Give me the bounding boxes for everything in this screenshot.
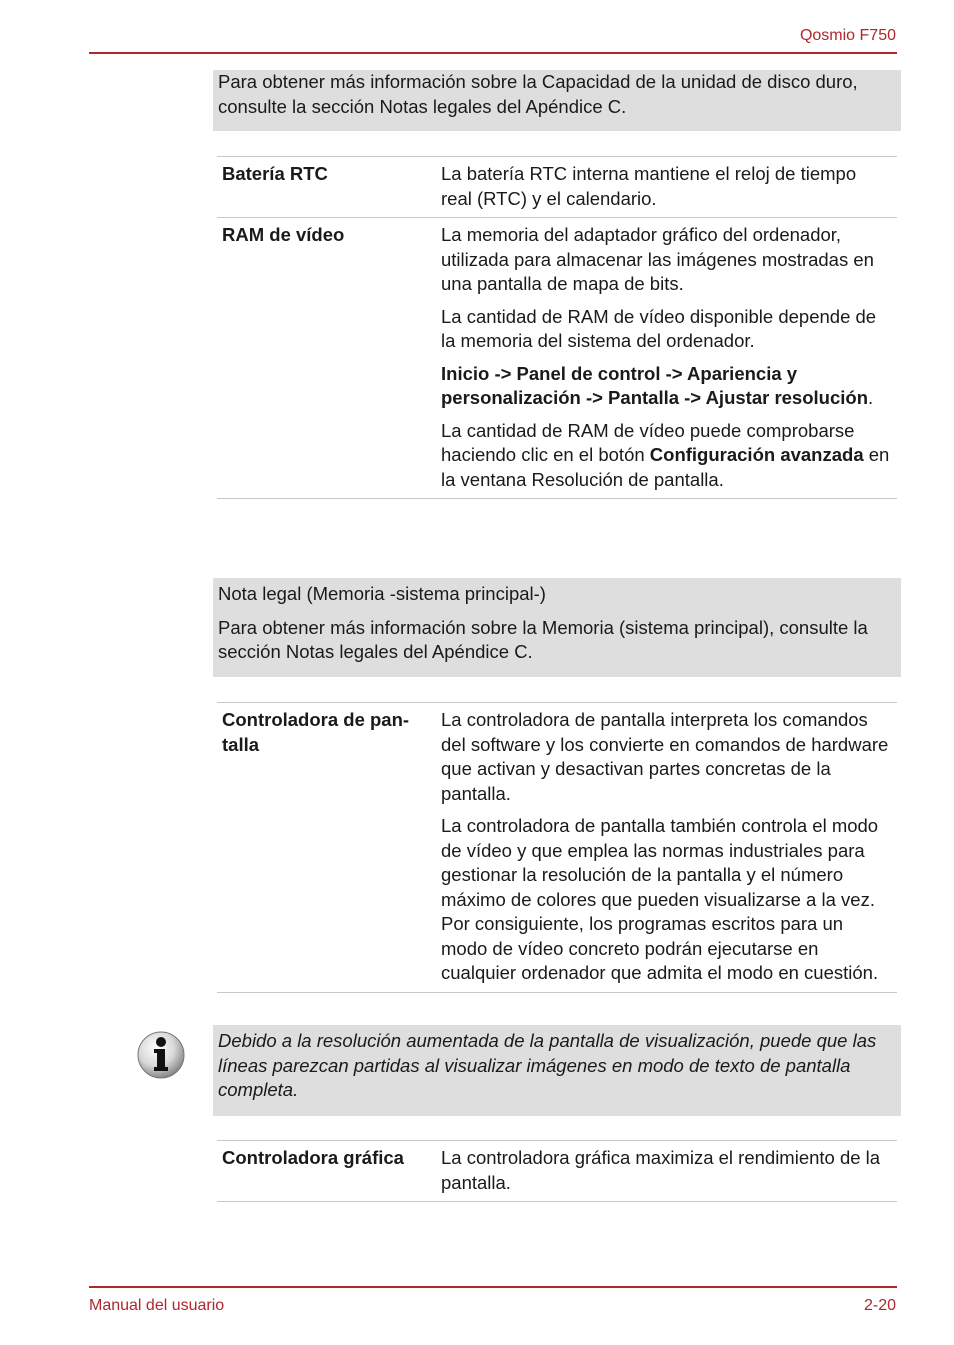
- note-capacity: [213, 70, 901, 131]
- term-display-controller: Controladora de pan-talla: [222, 709, 410, 755]
- note-memory-text: Para obtener más información sobre la Memoria (sistema principal), consulte la sección Notas legales del Apéndice C.: [218, 616, 868, 662]
- table-row: [217, 702, 897, 993]
- info-icon: [136, 1030, 186, 1080]
- advanced-config-label: Configuración avanzada: [649, 444, 864, 465]
- note-memory-title: Nota legal (Memoria -sistema principal-): [218, 583, 546, 604]
- desc-display-p2: La controladora de pantalla también controla el modo de vídeo y que emplea las normas industriales para gestionar la resolución de la pantalla y el número máximo de colores que pueden visualizarse a la vez. Por consiguiente, los programas escritos para un modo de vídeo concreto podrán ejecutarse en cualquier ordenador que admita el modo en cuestión.: [441, 815, 879, 983]
- desc-display-p1: La controladora de pantalla interpreta los comandos del software y los convierte en comandos de hardware que activan y desactivan partes concretas de la pantalla.: [441, 709, 889, 804]
- table-row: [217, 217, 897, 499]
- info-note-text: Debido a la resolución aumentada de la pantalla de visualización, puede que las líneas parezcan partidas al visualizar imágenes en modo de texto de pantalla completa.: [218, 1030, 877, 1100]
- menu-path: Inicio -> Panel de control -> Apariencia y personalización -> Pantalla -> Ajustar resolución: [441, 362, 868, 408]
- desc-graphics: La controladora gráfica maximiza el rendimiento de la pantalla.: [441, 1147, 881, 1193]
- term-graphics-controller: Controladora gráfica: [222, 1147, 404, 1168]
- desc-video-ram-p1: La memoria del adaptador gráfico del ordenador, utilizada para almacenar las imágenes mostradas en una pantalla de mapa de bits.: [441, 224, 874, 294]
- footer-manual: Manual del usuario: [89, 1297, 225, 1314]
- table-row: [217, 1140, 897, 1202]
- page-number: 2-20: [863, 1297, 896, 1314]
- footer-rule: [89, 1286, 897, 1288]
- info-note: [213, 1025, 901, 1116]
- table-graphics-controller: [217, 1140, 897, 1202]
- table-rtc-ram: [217, 156, 897, 499]
- menu-path-end: .: [868, 387, 874, 408]
- desc-rtc: La batería RTC interna mantiene el reloj de tiempo real (RTC) y el calendario.: [441, 163, 857, 209]
- term-rtc: Batería RTC: [222, 163, 328, 184]
- table-display-controller: [217, 702, 897, 993]
- header-title: Qosmio F750: [799, 27, 896, 44]
- header-rule: [89, 52, 897, 54]
- p4-end: en la ventana Resolución de pantalla.: [441, 444, 890, 490]
- p4-start: La cantidad de RAM de vídeo puede comprobarse haciendo clic en el botón: [441, 419, 855, 465]
- table-row: [217, 156, 897, 217]
- note-capacity-text: Para obtener más información sobre la Capacidad de la unidad de disco duro, consulte la sección Notas legales del Apéndice C.: [218, 71, 858, 117]
- desc-video-ram-p3: [441, 362, 891, 411]
- note-memory: [213, 578, 901, 677]
- term-video-ram: RAM de vídeo: [222, 224, 345, 245]
- desc-video-ram-p2: La cantidad de RAM de vídeo disponible depende de la memoria del sistema del ordenador.: [441, 305, 877, 351]
- desc-video-ram-p4: [441, 419, 891, 493]
